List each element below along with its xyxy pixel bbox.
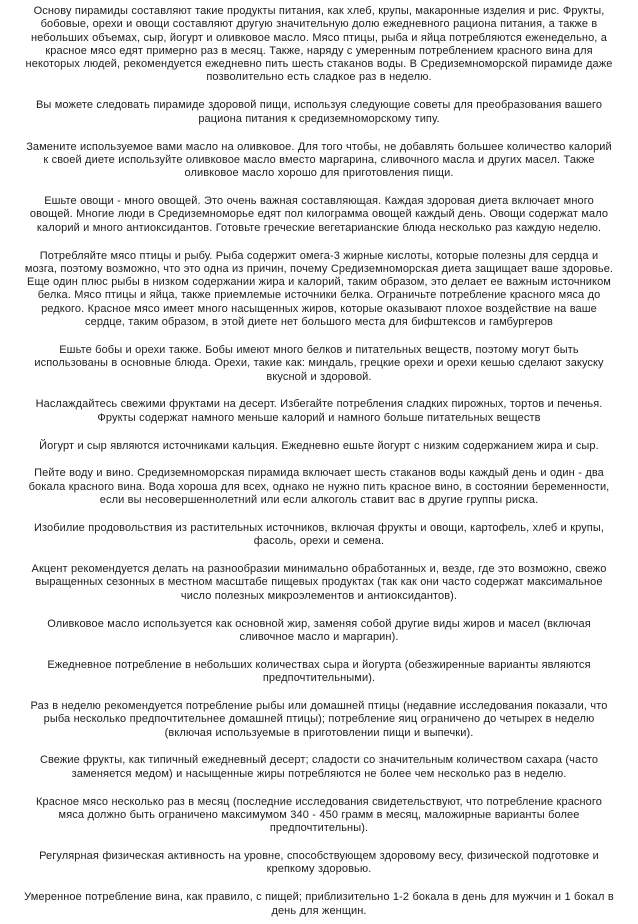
- paragraph: Умеренное потребление вина, как правило, с пищей; приблизительно 1-2 бокала в день для мужчин и 1 бокал в день для женщин.: [24, 891, 614, 917]
- paragraph: Наслаждайтесь свежими фруктами на десерт. Избегайте потребления сладких пирожных, тортов и печенья. Фрукты содержат намного меньше калорий и намного больше питательных веществ: [35, 398, 603, 424]
- paragraph: Вы можете следовать пирамиде здоровой пищи, используя следующие советы для преобразования вашего рациона питания к средиземноморскому типу.: [35, 99, 603, 125]
- paragraph: Изобилие продовольствия из растительных источников, включая фрукты и овощи, картофель, хлеб и крупы, фасоль, орехи и семена.: [33, 521, 605, 548]
- paragraph: Оливковое масло используется как основной жир, заменяя собой другие виды жиров и масел (включая сливочное масло и маргарин).: [47, 617, 591, 643]
- paragraph: Красное мясо несколько раз в месяц (последние исследования свидетельствуют, что потребление красного мяса должно быть ограничено максимумом 340 - 450 грамм в месяц, маложирные варианты более предпочтительны).: [35, 795, 602, 835]
- paragraph: Потребляйте мясо птицы и рыбу. Рыба содержит омега-3 жирные кислоты, которые полезны для сердца и мозга, поэтому возможно, что это одна из причин, почему Средиземноморская диета защищает ваше здоровье. Еще один плюс рыбы в низком содержании жира и калорий, таким образом, это делает ее важным источником белка. Мясо птицы и яйца, также приемлемые источники белка. Ограничьте потребление красного мяса до редкого. Красное мясо имеет много насыщенных жиров, которые оказывают плохое воздействие на ваше сердце, таким образом, в этой диете нет большого места для бифштексов и гамбургеров: [24, 249, 614, 329]
- paragraph: Регулярная физическая активность на уровне, способствующем здоровому весу, физической подготовке и крепкому здоровью.: [39, 850, 599, 876]
- paragraph: Свежие фрукты, как типичный ежедневный десерт; сладости со значительным количеством сахара (часто заменяется медом) и насыщенные жиры потребляются не более чем несколько раз в неделю.: [39, 754, 599, 780]
- paragraph: Ежедневное потребление в небольших количествах сыра и йогурта (обезжиренные варианты являются предпочтительными).: [47, 658, 591, 685]
- paragraph: Акцент рекомендуется делать на разнообразии минимально обработанных и, везде, где это возможно, свежо выращенных сезонных в местном масштабе пищевых продуктах (так как они часто содержат максимальное число полезных микроэлементов и антиоксидантов).: [31, 563, 607, 602]
- paragraph: Пейте воду и вино. Средиземноморская пирамида включает шесть стаканов воды каждый день и один - два бокала красного вина. Вода хороша для всех, однако не нужно пить красное вино, в состоянии беременности, если вы несовершеннолетний или если алкоголь ставит вас в другие группы риска.: [28, 467, 610, 507]
- paragraph: Основу пирамиды составляют такие продукты питания, как хлеб, крупы, макаронные изделия и рис. Фрукты, бобовые, орехи и овощи составляют другую значительную долю ежедневного рациона питания, а также в небольших объемах, сыр, йогурт и оливковое масло. Мясо птицы, рыба и яйца потребляются еженедельно, а красное мясо едят примерно раз в месяц. Также, наряду с умеренным потреблением красного вина для некоторых людей, рекомендуется ежедневно пить шесть стаканов воды. В Средиземноморской пирамиде даже позволительно есть сладкое раз в неделю.: [25, 5, 613, 84]
- paragraph: Ешьте овощи - много овощей. Это очень важная составляющая. Каждая здоровая диета включает много овощей. Многие люди в Средиземноморье едят пол килограмма овощей каждый день. Овощи содержат мало калорий и много антиоксидантов. Готовьте греческие вегетарианские блюда несколько раз каждую неделю.: [29, 195, 609, 234]
- paragraph: Замените используемое вами масло на оливковое. Для того чтобы, не добавлять большее количество калорий к своей диете используйте оливковое масло вместо маргарина, сливочного масла и других масел. Также оливковое масло хорошо для приготовления пищи.: [26, 140, 612, 180]
- paragraph: Йогурт и сыр являются источниками кальция. Ежедневно ешьте йогурт с низким содержанием жира и сыр.: [39, 439, 599, 452]
- paragraph: Ешьте бобы и орехи также. Бобы имеют много белков и питательных веществ, поэтому могут быть использованы в основные блюда. Орехи, такие как: миндаль, грецкие орехи и орехи кешью сделают закуску вкусной и здоровой.: [34, 343, 604, 383]
- paragraph: Раз в неделю рекомендуется потребление рыбы или домашней птицы (недавние исследования показали, что рыба несколько предпочтительнее домашней птицы); потребление яиц ограничено до четырех в неделю (включая используемые в приготовлении пищи и выпечки).: [30, 700, 608, 739]
